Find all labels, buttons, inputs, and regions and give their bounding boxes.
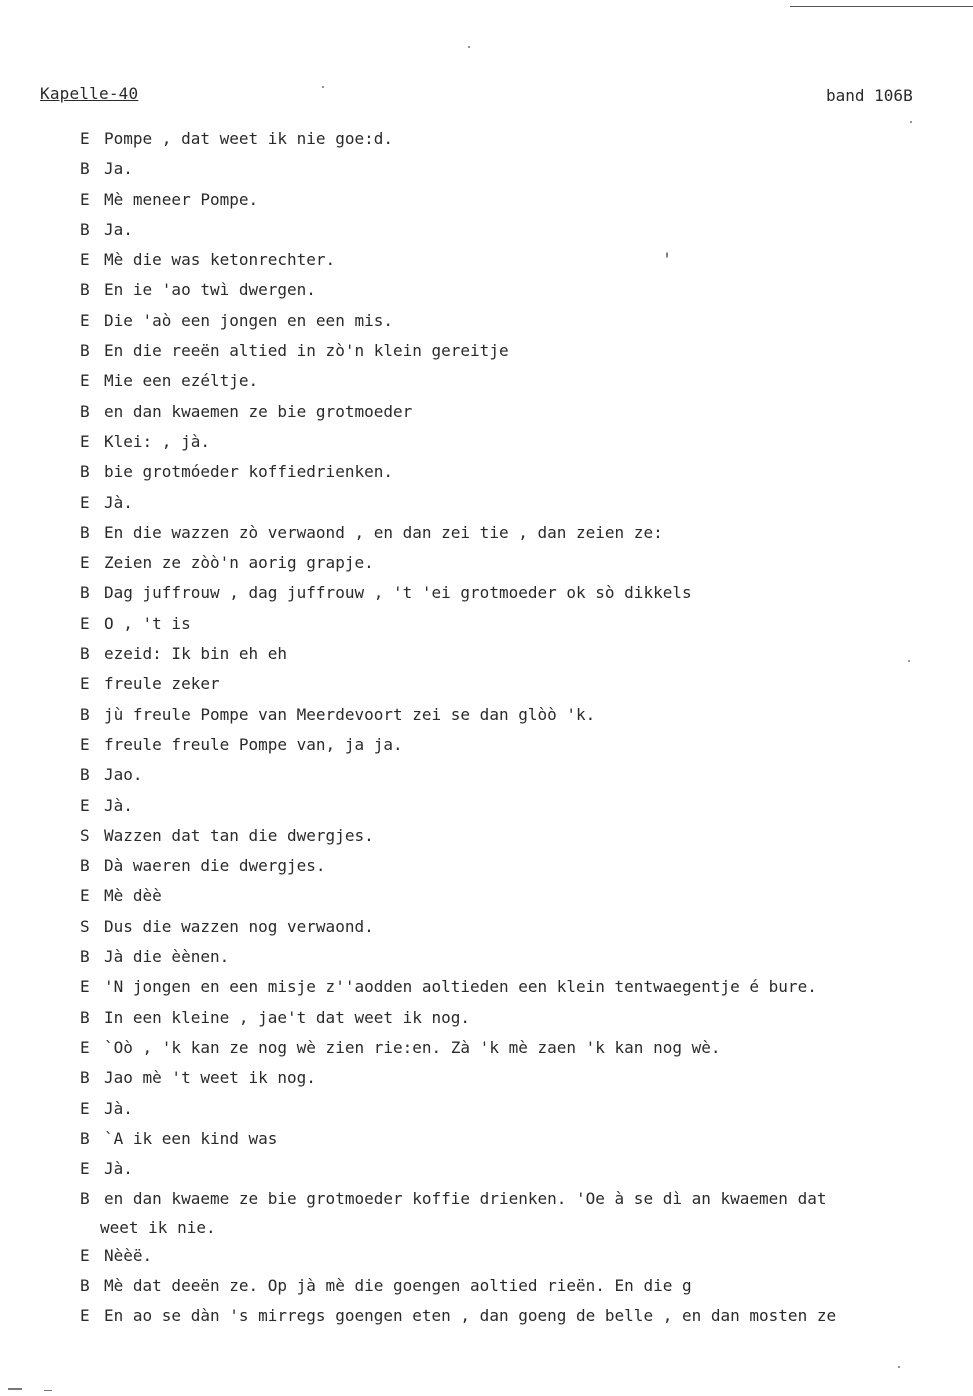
speech-text: Mè dat deeën ze. Op jà mè die goengen aoltied rieën. En die g — [104, 1275, 692, 1295]
speaker-label: B — [80, 583, 90, 603]
transcript-line — [80, 1241, 960, 1271]
speech-text: Ja. — [104, 159, 133, 179]
speech-text: Jao. — [104, 765, 143, 785]
transcript-line — [80, 124, 960, 154]
speaker-label: B — [80, 947, 90, 967]
speech-text: En ao se dàn 's mirregs goengen eten , dan goeng de belle , en dan mosten ze — [104, 1306, 837, 1326]
transcript-line — [80, 881, 960, 911]
transcript-line — [80, 1271, 960, 1301]
speech-text: O , 't is — [104, 613, 191, 633]
transcript — [80, 124, 960, 1332]
transcript-line — [80, 578, 960, 608]
speech-text: Pompe , dat weet ik nie goe:d. — [104, 129, 393, 148]
transcript-line — [80, 791, 960, 821]
speaker-label: B — [80, 1275, 90, 1295]
transcript-line — [80, 669, 960, 699]
speaker-label: B — [80, 522, 90, 542]
speech-text: 'N jongen en een misje z''aodden aoltieden een klein tentwaegentje é bure. — [104, 977, 817, 997]
transcript-line — [80, 639, 960, 669]
transcript-line — [80, 1124, 960, 1154]
speaker-label: S — [80, 916, 90, 936]
speaker-label: E — [80, 1037, 90, 1057]
speech-text: Jà. — [104, 795, 133, 815]
transcript-line — [80, 245, 960, 275]
speech-text: freule zeker — [104, 674, 220, 694]
speech-text: `Oò , 'k kan ze nog wè zien rie:en. Zà 'k mè zaen 'k kan nog wè. — [104, 1037, 721, 1057]
speech-text: en dan kwaeme ze bie grotmoeder koffie drienken. 'Oe à se dì an kwaemen dat — [104, 1189, 827, 1209]
speech-text: Jà. — [104, 1159, 133, 1179]
transcript-line — [80, 548, 960, 578]
speaker-label: S — [80, 825, 90, 845]
speaker-label: E — [80, 977, 90, 997]
speech-text: Mè meneer Pompe. — [104, 189, 259, 209]
speaker-label: B — [80, 159, 90, 179]
transcript-line — [80, 488, 960, 518]
transcript-line — [80, 366, 960, 396]
scan-speck — [666, 252, 668, 258]
speaker-label: E — [80, 1159, 90, 1179]
speech-text: Zeien ze zòò'n aorig grapje. — [104, 553, 374, 573]
transcript-line — [80, 336, 960, 366]
speech-text: `A ik een kind was — [104, 1128, 278, 1148]
speech-text: freule freule Pompe van, ja ja. — [104, 734, 403, 754]
speaker-label: B — [80, 341, 90, 361]
speaker-label: E — [80, 492, 90, 512]
speech-text: en dan kwaemen ze bie grotmoeder — [104, 401, 413, 421]
speech-text: Mie een ezéltje. — [104, 371, 259, 391]
speaker-label: B — [80, 280, 90, 300]
transcript-line — [80, 1003, 960, 1033]
speaker-label: B — [80, 1189, 90, 1209]
transcript-line — [80, 760, 960, 790]
speaker-label: B — [80, 1068, 90, 1088]
transcript-line — [80, 427, 960, 457]
transcript-line — [80, 185, 960, 215]
scan-speck — [8, 1388, 22, 1390]
band-label: band 106B — [826, 86, 913, 105]
speech-text: Klei: , jà. — [104, 431, 210, 451]
document-title: Kapelle-40 — [40, 84, 139, 103]
speaker-label: E — [80, 371, 90, 391]
transcript-line — [80, 942, 960, 972]
speaker-label: E — [80, 129, 90, 148]
speaker-label: B — [80, 462, 90, 482]
speech-text: En die wazzen zò verwaond , en dan zei tie , dan zeien ze: — [104, 522, 663, 542]
transcript-line — [80, 1154, 960, 1184]
top-rule — [790, 6, 973, 7]
speech-text: Die 'aò een jongen en een mis. — [104, 310, 393, 330]
speech-text: ezeid: Ik bin eh eh — [104, 644, 288, 664]
transcript-line — [80, 700, 960, 730]
speech-text: Jà die èènen. — [104, 947, 230, 967]
speaker-label: B — [80, 219, 90, 239]
speaker-label: B — [80, 644, 90, 664]
transcript-line — [80, 851, 960, 881]
transcript-line — [80, 1301, 960, 1331]
speech-text: Ja. — [104, 219, 133, 239]
speech-text: Wazzen dat tan die dwergjes. — [104, 825, 374, 845]
transcript-line — [80, 730, 960, 760]
speaker-label: B — [80, 401, 90, 421]
transcript-line — [80, 215, 960, 245]
speech-text: Jà. — [104, 492, 133, 512]
speaker-label: E — [80, 886, 90, 906]
speaker-label: B — [80, 1128, 90, 1148]
speech-text: En ie 'ao twì dwergen. — [104, 280, 316, 300]
speaker-label: B — [80, 856, 90, 876]
speech-text: Dà waeren die dwergjes. — [104, 856, 326, 876]
speaker-label: E — [80, 1098, 90, 1118]
speaker-label: E — [80, 795, 90, 815]
scan-speck — [908, 660, 910, 662]
transcript-line — [80, 306, 960, 336]
scan-speck — [322, 86, 324, 88]
speech-text: Nèèë. — [104, 1245, 153, 1265]
transcript-line — [80, 154, 960, 184]
transcript-line — [80, 457, 960, 487]
speaker-label: E — [80, 734, 90, 754]
speaker-label: E — [80, 1306, 90, 1326]
scan-speck — [910, 121, 912, 123]
speech-text: Jà. — [104, 1098, 133, 1118]
transcript-line-continuation — [80, 1215, 960, 1241]
transcript-line — [80, 275, 960, 305]
speaker-label: E — [80, 189, 90, 209]
speech-text: En die reeën altied in zò'n klein gereitje — [104, 341, 509, 361]
transcript-line — [80, 821, 960, 851]
transcript-line — [80, 1184, 960, 1214]
speech-text: Dag juffrouw , dag juffrouw , 't 'ei grotmoeder ok sò dikkels — [104, 583, 692, 603]
speaker-label: E — [80, 1245, 90, 1265]
speaker-label: E — [80, 431, 90, 451]
speech-text: weet ik nie. — [100, 1217, 216, 1237]
speech-text: Mè die was ketonrechter. — [104, 250, 336, 270]
transcript-line — [80, 609, 960, 639]
speech-text: Jao mè 't weet ik nog. — [104, 1068, 316, 1088]
speech-text: Dus die wazzen nog verwaond. — [104, 916, 374, 936]
speaker-label: E — [80, 553, 90, 573]
speaker-label: B — [80, 704, 90, 724]
scan-speck — [44, 1390, 52, 1391]
speaker-label: E — [80, 674, 90, 694]
speaker-label: B — [80, 1007, 90, 1027]
speaker-label: E — [80, 613, 90, 633]
speaker-label: B — [80, 765, 90, 785]
scan-speck — [898, 1366, 900, 1368]
transcript-line — [80, 1033, 960, 1063]
transcript-line — [80, 972, 960, 1002]
transcript-line — [80, 518, 960, 548]
speaker-label: E — [80, 310, 90, 330]
speech-text: Mè dèè — [104, 886, 162, 906]
transcript-line — [80, 1094, 960, 1124]
transcript-line — [80, 912, 960, 942]
speech-text: jù freule Pompe van Meerdevoort zei se dan glòò 'k. — [104, 704, 596, 724]
transcript-line — [80, 397, 960, 427]
scan-speck — [468, 46, 470, 48]
speech-text: In een kleine , jae't dat weet ik nog. — [104, 1007, 471, 1027]
speaker-label: E — [80, 250, 90, 270]
transcript-line — [80, 1063, 960, 1093]
speech-text: bie grotmóeder koffiedrienken. — [104, 462, 393, 482]
